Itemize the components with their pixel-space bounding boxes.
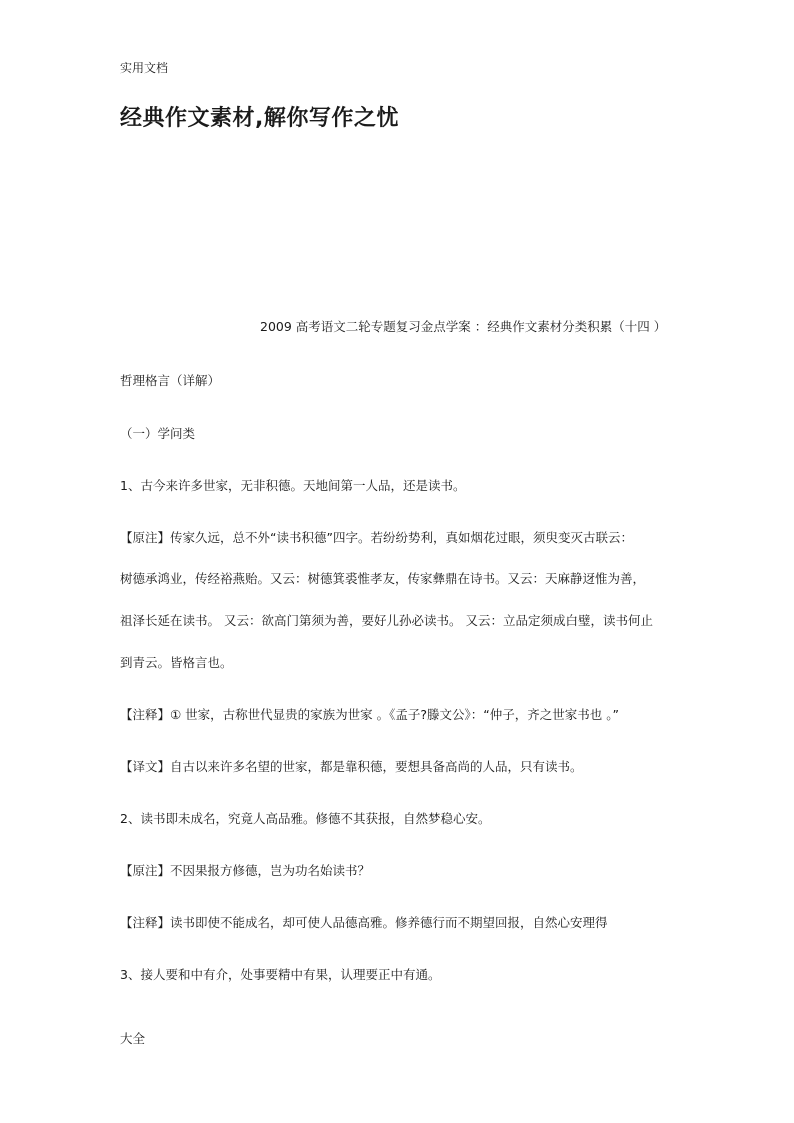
paragraph-line: 【原注】不因果报方修德，岂为功名始读书？: [120, 863, 371, 878]
paragraph-line: 1、古今来许多世家，无非积德。天地间第一人品，还是读书。: [120, 478, 466, 493]
paragraph-line: 2、读书即未成名，究竟人高品雅。修德不其获报，自然梦稳心安。: [120, 811, 491, 826]
page-header-label: 实用文档: [120, 61, 169, 75]
paragraph-line: 树德承鸿业，传经裕燕贻。又云：树德箕裘惟孝友，传家彝鼎在诗书。又云：天麻静迓惟为善，: [120, 571, 646, 586]
paragraph-line: 到青云。皆格言也。: [120, 655, 233, 670]
paragraph-line: 3、接人要和中有介，处事要精中有果，认理要正中有通。: [120, 967, 441, 982]
section-heading: 哲理格言（详解）: [120, 373, 221, 388]
paragraph-line: 祖泽长延在读书。 又云：欲高门第须为善，要好儿孙必读书。 又云：立品定须成白璧，读书何止: [120, 613, 653, 628]
paragraph-line: 【注释】读书即使不能成名，却可使人品德高雅。修养德行而不期望回报，自然心安理得: [120, 915, 608, 930]
paragraph-line: 【注释】① 世家，古称世代显贵的家族为世家 。《孟子?滕文公》：“仲子，齐之世家书也 。”: [120, 707, 619, 722]
paragraph-line: 【译文】自古以来许多名望的世家，都是靠积德，要想具备高尚的人品，只有读书。: [120, 759, 583, 774]
paragraph-line: 【原注】传家久远，总不外“读书积德”四字。若纷纷势利，真如烟花过眼，须臾变灭古联云：: [120, 530, 633, 545]
document-subtitle: 2009 高考语文二轮专题复习金点学案 ：经典作文素材分类积累（十四 ）: [260, 319, 667, 334]
page-footer-label: 大全: [120, 1031, 146, 1046]
document-title: 经典作文素材,解你写作之忧: [120, 106, 399, 131]
subsection-heading: （一）学问类: [120, 426, 196, 441]
